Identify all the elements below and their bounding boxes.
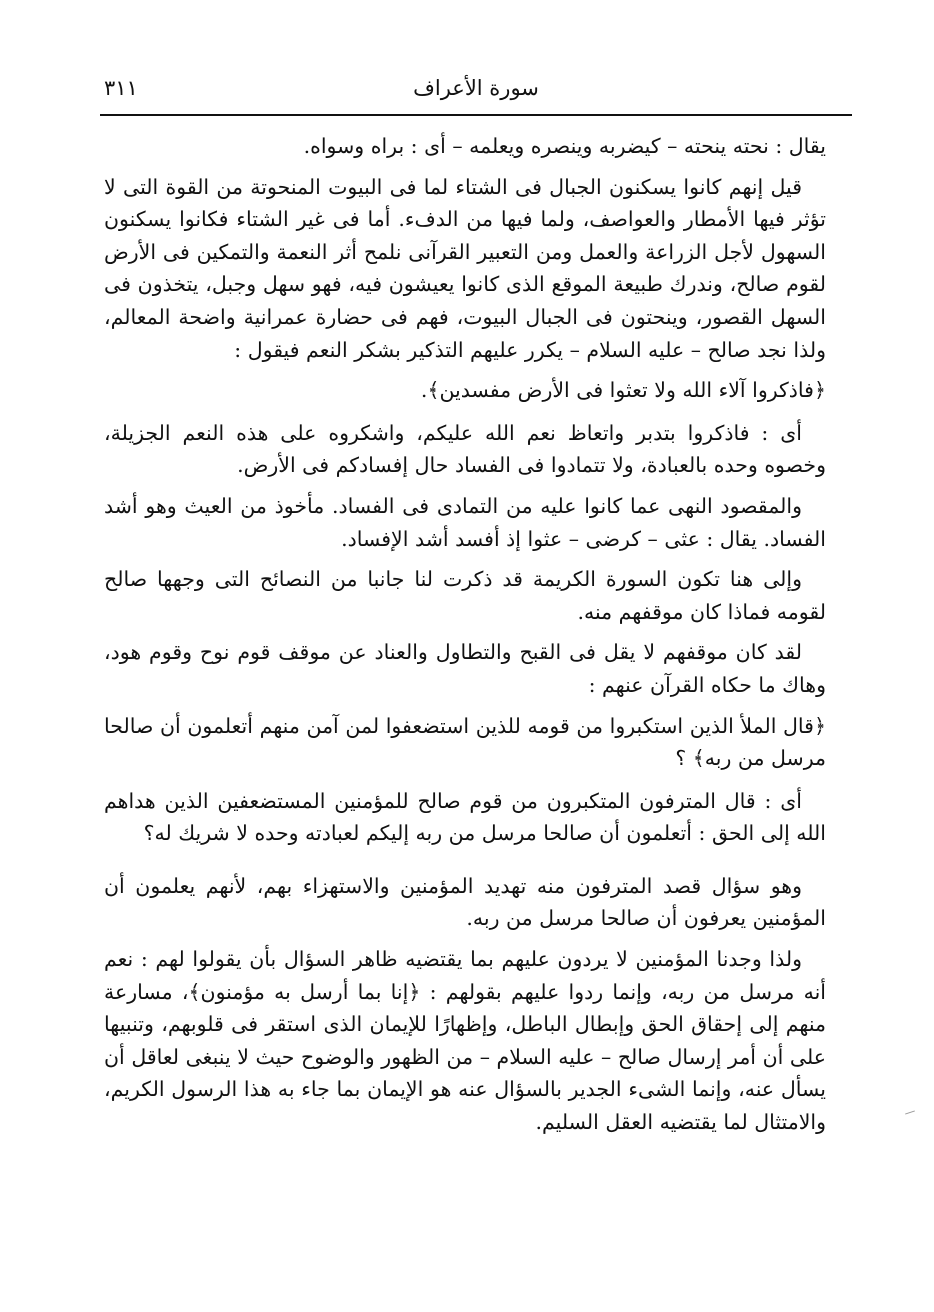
margin-pencil-mark xyxy=(905,1110,915,1114)
page-number: ٣١١ xyxy=(104,76,138,100)
paragraph-mockery: وهو سؤال قصد المترفون منه تهديد المؤمنين والاستهزاء بهم، لأنهم يعلمون أن المؤمنين يعرفون أن صالحا مرسل من ربه. xyxy=(104,873,826,931)
header-divider xyxy=(100,114,852,116)
paragraph-dwellings: قيل إنهم كانوا يسكنون الجبال فى الشتاء لما فى البيوت المنحوتة من القوة التى لا تؤثر فيها الأمطار والعواصف، ولما فيها من الدفء. أما فى غير الشتاء فكانوا يسكنون السهول لأجل الزراعة والعمل ومن التعبير القرآنى نلمح أثر النعمة والتمكين فى الأرض لقوم صالح، وندرك طبيعة الموقع الذى كانوا يعيشون فيه، فهو سهل وجبل، يتخذون فى السهل القصور، وينحتون فى الجبال البيوت، فهم فى حضارة عمرانية واضحة المعالم، ولذا نجد صالح – عليه السلام – يكرر عليهم التذكير بشكر النعم فيقول : xyxy=(104,174,826,362)
paragraph-verse-explanation: أى : فاذكروا بتدبر واتعاظ نعم الله عليكم، واشكروه على هذه النعم الجزيلة، وخصوه وحده بالعبادة، ولا تتمادوا فى الفساد حال إفسادكم فى الأرض. xyxy=(104,420,826,478)
paragraph-believers-reply: ولذا وجدنا المؤمنين لا يردون عليهم بما يقتضيه ظاهر السؤال بأن يقولوا لهم : نعم أنه مرسل من ربه، وإنما ردوا عليهم بقولهم : ﴿إنا بما أرسل به مؤمنون﴾، مسارعة منهم إلى إحقاق الحق وإبطال الباطل، وإظهارًا للإيمان الذى استقر فى قلوبهم، وتنبيها على أن أمر إرسال صالح – عليه السلام – من الظهور والوضوح حيث لا ينبغى لعاقل أن يسأل عنه، وإنما الشىء الجدير بالسؤال عنه هو الإيمان بما جاء به هذا الرسول الكريم، والامتثال لما يقتضيه العقل السليم. xyxy=(104,947,826,1135)
paragraph-corruption-meaning: والمقصود النهى عما كانوا عليه من التمادى فى الفساد. مأخوذ من العيث وهو أشد الفساد. يقال : عثى – كرضى – عثوا إذ أفسد أشد الإفساد. xyxy=(104,493,826,551)
paragraph-their-stance: لقد كان موقفهم لا يقل فى القبح والتطاول والعناد عن موقف قوم نوح وقوم هود، وهاك ما حكاه القرآن عنهم : xyxy=(104,640,826,697)
page-header xyxy=(100,70,852,114)
paragraph-chiefs-explanation: أى : قال المترفون المتكبرون من قوم صالح للمؤمنين المستضعفين الذين هداهم الله إلى الحق : أتعلمون أن صالحا مرسل من ربه إليكم لعبادته وحده لا شريك له؟ xyxy=(104,788,826,846)
paragraph-transition: وإلى هنا تكون السورة الكريمة قد ذكرت لنا جانبا من النصائح التى وجهها صالح لقومه فماذا كان موقفهم منه. xyxy=(104,567,826,624)
quran-verse-remember-blessings: ﴿فاذكروا آلاء الله ولا تعثوا فى الأرض مفسدين﴾. xyxy=(420,378,826,403)
paragraph-lexical-note: يقال : نحته ينحته – كيضربه وينصره ويعلمه – أى : براه وسواه. xyxy=(303,134,826,158)
quran-verse-arrogant-chiefs: ﴿قال الملأ الذين استكبروا من قومه للذين استضعفوا لمن آمن منهم أتعلمون أن صالحا مرسل من ربه﴾ ؟ xyxy=(104,713,826,771)
surah-title: سورة الأعراف xyxy=(413,76,539,100)
page-body xyxy=(104,130,826,1147)
